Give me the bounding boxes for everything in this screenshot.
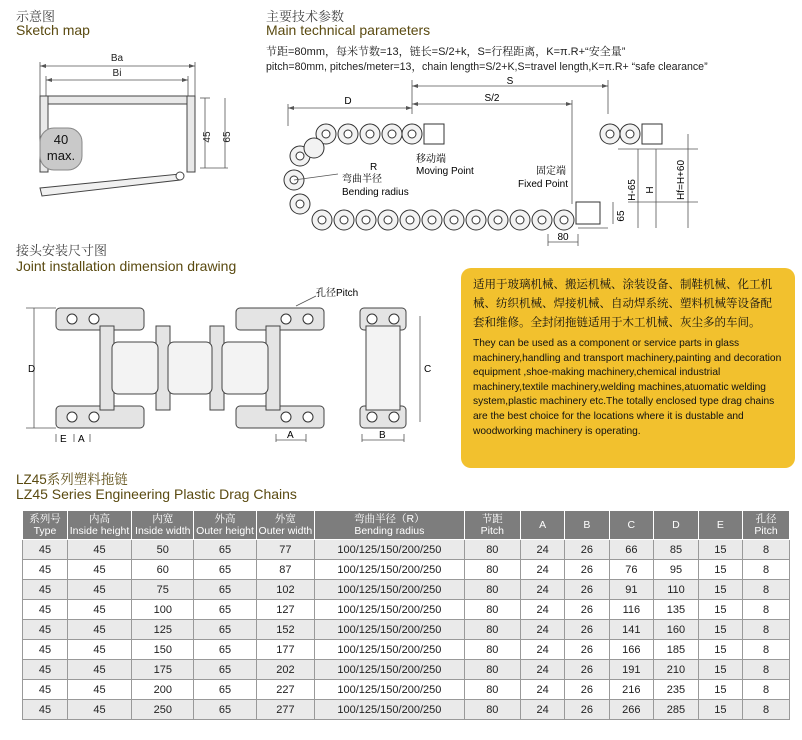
moving-point-cn: 移动端 — [416, 154, 446, 165]
joint-e-label: E — [60, 434, 67, 445]
table-cell: 100/125/150/200/250 — [315, 580, 465, 600]
column-header-en: Pitch — [754, 525, 778, 537]
bend-radius-en: Bending radius — [342, 187, 409, 198]
joint-a-label-left: A — [78, 434, 85, 445]
half-s-label: S/2 — [484, 93, 500, 104]
table-cell: 80 — [464, 540, 520, 560]
params-title-en: Main technical parameters — [266, 22, 431, 38]
sketch-title-cn: 示意图 — [16, 9, 56, 24]
spec-table — [22, 510, 790, 720]
table-cell: 45 — [23, 560, 68, 580]
table-cell: 95 — [654, 560, 699, 580]
table-cell: 8 — [743, 700, 790, 720]
table-cell: 77 — [256, 540, 314, 560]
table-cell: 24 — [520, 540, 564, 560]
column-header — [132, 511, 194, 540]
column-header — [315, 511, 465, 540]
dim-80-label: 80 — [557, 232, 569, 243]
table-cell: 277 — [256, 700, 314, 720]
max-gap-unit: max. — [46, 148, 76, 163]
table-cell: 166 — [609, 640, 654, 660]
table-cell: 45 — [23, 540, 68, 560]
table-row — [23, 680, 790, 700]
table-cell: 127 — [256, 600, 314, 620]
table-cell: 210 — [654, 660, 699, 680]
radius-r-label: R — [370, 162, 378, 173]
table-cell: 141 — [609, 620, 654, 640]
spec-table-header — [23, 511, 790, 540]
table-cell: 15 — [698, 680, 742, 700]
bend-radius-cn: 弯曲半径 — [342, 174, 382, 185]
joint-a-label-right: A — [287, 430, 294, 441]
max-gap-value: 40 — [53, 132, 69, 147]
column-header — [743, 511, 790, 540]
table-cell: 60 — [132, 560, 194, 580]
dim-d-label: D — [344, 96, 352, 107]
table-cell: 24 — [520, 640, 564, 660]
pitch-hole-label: 孔径Pitch — [316, 288, 359, 299]
table-cell: 100/125/150/200/250 — [315, 660, 465, 680]
sketch-title-en: Sketch map — [16, 22, 90, 38]
column-header-cn: 内宽 — [152, 513, 174, 525]
table-cell: 45 — [67, 580, 131, 600]
table-cell: 100/125/150/200/250 — [315, 540, 465, 560]
params-line-en: pitch=80mm, pitches/meter=13，chain length=S/2+K,S=travel length,K=π.R+ “safe clearance” — [266, 61, 708, 73]
table-cell: 100/125/150/200/250 — [315, 560, 465, 580]
column-header — [565, 511, 609, 540]
table-row — [23, 560, 790, 580]
table-cell: 26 — [565, 680, 609, 700]
table-cell: 76 — [609, 560, 654, 580]
column-header-en: Outer width — [258, 525, 313, 537]
table-row — [23, 600, 790, 620]
table-cell: 65 — [194, 700, 256, 720]
joint-b-label: B — [379, 430, 386, 441]
table-cell: 80 — [464, 600, 520, 620]
table-cell: 8 — [743, 680, 790, 700]
table-cell: 26 — [565, 640, 609, 660]
column-header — [256, 511, 314, 540]
table-cell: 65 — [194, 600, 256, 620]
table-cell: 45 — [67, 620, 131, 640]
table-cell: 8 — [743, 660, 790, 680]
column-header-en: B — [583, 519, 591, 531]
table-cell: 65 — [194, 560, 256, 580]
table-cell: 45 — [67, 540, 131, 560]
column-header-cn: 外高 — [214, 513, 236, 525]
table-cell: 15 — [698, 700, 742, 720]
table-cell: 24 — [520, 660, 564, 680]
table-cell: 80 — [464, 700, 520, 720]
table-cell: 26 — [565, 620, 609, 640]
column-header-cn: 弯曲半径（R） — [354, 513, 425, 525]
table-cell: 80 — [464, 580, 520, 600]
table-cell: 15 — [698, 600, 742, 620]
chain-layout-diagram — [278, 74, 718, 250]
table-cell: 50 — [132, 540, 194, 560]
table-cell: 45 — [23, 600, 68, 620]
table-cell: 8 — [743, 580, 790, 600]
column-header-en: A — [539, 519, 547, 531]
column-header — [194, 511, 256, 540]
table-cell: 175 — [132, 660, 194, 680]
table-row — [23, 580, 790, 600]
column-header-en: Bending radius — [354, 525, 425, 537]
table-cell: 45 — [67, 700, 131, 720]
table-cell: 177 — [256, 640, 314, 660]
description-box — [461, 268, 795, 468]
hf-label: Hf=H+60 — [676, 159, 687, 201]
column-header-cn: 外宽 — [274, 513, 296, 525]
column-header-cn: 孔径 — [755, 513, 777, 525]
table-row — [23, 540, 790, 560]
table-cell: 8 — [743, 600, 790, 620]
table-cell: 80 — [464, 680, 520, 700]
table-cell: 45 — [67, 660, 131, 680]
table-cell: 15 — [698, 660, 742, 680]
column-header — [23, 511, 68, 540]
h-minus-65-label: H-65 — [627, 179, 638, 201]
column-header — [654, 511, 699, 540]
bi-label: Bi — [112, 68, 122, 79]
table-cell: 100/125/150/200/250 — [315, 600, 465, 620]
table-row — [23, 700, 790, 720]
table-cell: 100 — [132, 600, 194, 620]
moving-point-en: Moving Point — [416, 166, 474, 177]
table-cell: 135 — [654, 600, 699, 620]
height-65-label: 65 — [222, 131, 233, 143]
table-cell: 24 — [520, 700, 564, 720]
table-cell: 65 — [194, 660, 256, 680]
table-cell: 266 — [609, 700, 654, 720]
table-cell: 185 — [654, 640, 699, 660]
table-cell: 202 — [256, 660, 314, 680]
table-cell: 200 — [132, 680, 194, 700]
table-cell: 65 — [194, 540, 256, 560]
table-cell: 80 — [464, 620, 520, 640]
table-cell: 15 — [698, 620, 742, 640]
column-header-cn: 内高 — [89, 513, 111, 525]
table-cell: 80 — [464, 660, 520, 680]
table-cell: 26 — [565, 600, 609, 620]
table-cell: 116 — [609, 600, 654, 620]
table-cell: 24 — [520, 600, 564, 620]
table-cell: 100/125/150/200/250 — [315, 700, 465, 720]
joint-c-label: C — [424, 364, 432, 375]
table-cell: 80 — [464, 640, 520, 660]
joint-d-label: D — [28, 364, 36, 375]
dim-65-label: 65 — [616, 210, 627, 222]
column-header — [67, 511, 131, 540]
ba-label: Ba — [110, 53, 124, 64]
table-cell: 100/125/150/200/250 — [315, 620, 465, 640]
column-header — [520, 511, 564, 540]
table-cell: 8 — [743, 620, 790, 640]
table-cell: 65 — [194, 620, 256, 640]
travel-s-label: S — [506, 76, 514, 87]
column-header-cn: 系列号 — [29, 513, 61, 525]
table-cell: 191 — [609, 660, 654, 680]
table-cell: 45 — [67, 640, 131, 660]
table-cell: 15 — [698, 540, 742, 560]
params-line-cn: 节距=80mm，每米节数=13，链长=S/2+k，S=行程距离，K=π.R+“安全量” — [266, 46, 626, 58]
table-cell: 75 — [132, 580, 194, 600]
column-header-en: Inside height — [69, 525, 130, 537]
table-row — [23, 620, 790, 640]
column-header — [609, 511, 654, 540]
table-cell: 45 — [23, 660, 68, 680]
column-header-en: Pitch — [480, 525, 504, 537]
table-cell: 250 — [132, 700, 194, 720]
table-cell: 24 — [520, 580, 564, 600]
description-cn: 适用于玻璃机械、搬运机械、涂装设备、制鞋机械、化工机械、纺织机械、焊接机械、自动焊系统、塑料机械等设备配套和维修。全封闭拖链适用于木工机械、灰尘多的车间。 — [473, 279, 772, 329]
table-cell: 8 — [743, 640, 790, 660]
table-cell: 87 — [256, 560, 314, 580]
table-cell: 110 — [654, 580, 699, 600]
h-label: H — [645, 186, 656, 194]
table-cell: 26 — [565, 580, 609, 600]
table-cell: 45 — [23, 620, 68, 640]
column-header-en: D — [672, 519, 680, 531]
table-cell: 24 — [520, 560, 564, 580]
table-cell: 216 — [609, 680, 654, 700]
table-cell: 100/125/150/200/250 — [315, 640, 465, 660]
table-cell: 26 — [565, 540, 609, 560]
table-cell: 45 — [23, 680, 68, 700]
table-cell: 45 — [67, 560, 131, 580]
table-cell: 65 — [194, 580, 256, 600]
series-title-cn: LZ45系列塑料拖链 — [16, 472, 128, 487]
table-cell: 125 — [132, 620, 194, 640]
table-cell: 15 — [698, 560, 742, 580]
table-cell: 65 — [194, 680, 256, 700]
table-cell: 150 — [132, 640, 194, 660]
column-header-cn: 节距 — [481, 513, 503, 525]
column-header-en: E — [716, 519, 724, 531]
height-45-label: 45 — [202, 131, 213, 143]
table-cell: 45 — [23, 640, 68, 660]
joint-dimension-diagram — [16, 286, 456, 446]
spec-table-body — [23, 540, 790, 720]
table-row — [23, 660, 790, 680]
joint-title-cn: 接头安装尺寸图 — [16, 243, 108, 258]
table-cell: 100/125/150/200/250 — [315, 680, 465, 700]
series-title-en: LZ45 Series Engineering Plastic Drag Chains — [16, 486, 297, 502]
fixed-point-cn: 固定端 — [536, 166, 566, 177]
table-cell: 45 — [67, 680, 131, 700]
table-cell: 152 — [256, 620, 314, 640]
column-header-en: Outer height — [196, 525, 254, 537]
column-header-en: Inside width — [135, 525, 191, 537]
table-cell: 26 — [565, 560, 609, 580]
table-cell: 8 — [743, 560, 790, 580]
table-cell: 24 — [520, 620, 564, 640]
table-cell: 80 — [464, 560, 520, 580]
table-cell: 15 — [698, 580, 742, 600]
table-cell: 26 — [565, 660, 609, 680]
table-cell: 160 — [654, 620, 699, 640]
table-cell: 8 — [743, 540, 790, 560]
column-header — [464, 511, 520, 540]
sketch-diagram — [20, 48, 240, 210]
description-en: They can be used as a component or service parts in glass machinery,handling and transport machinery,painting and decoration equipment ,shoe-making machinery,chemical industrial machinery,textile machinery,welding machines,atuomatic welding system,plastic machinery etc.The totally enclosed type drag chains are the best choice for the locations where it is dustable and woodworking machinery is operating. — [473, 338, 782, 437]
column-header-en: C — [627, 519, 636, 531]
table-cell: 45 — [23, 580, 68, 600]
table-cell: 91 — [609, 580, 654, 600]
table-cell: 235 — [654, 680, 699, 700]
table-cell: 85 — [654, 540, 699, 560]
column-header-en: Type — [33, 525, 57, 537]
table-cell: 15 — [698, 640, 742, 660]
table-cell: 45 — [67, 600, 131, 620]
table-cell: 24 — [520, 680, 564, 700]
table-row — [23, 640, 790, 660]
joint-title-en: Joint installation dimension drawing — [16, 258, 237, 274]
table-cell: 45 — [23, 700, 68, 720]
table-cell: 65 — [194, 640, 256, 660]
column-header — [698, 511, 742, 540]
table-cell: 102 — [256, 580, 314, 600]
table-cell: 285 — [654, 700, 699, 720]
table-cell: 26 — [565, 700, 609, 720]
fixed-point-en: Fixed Point — [518, 179, 569, 190]
table-cell: 227 — [256, 680, 314, 700]
params-title-cn: 主要技术参数 — [266, 9, 345, 24]
table-cell: 66 — [609, 540, 654, 560]
